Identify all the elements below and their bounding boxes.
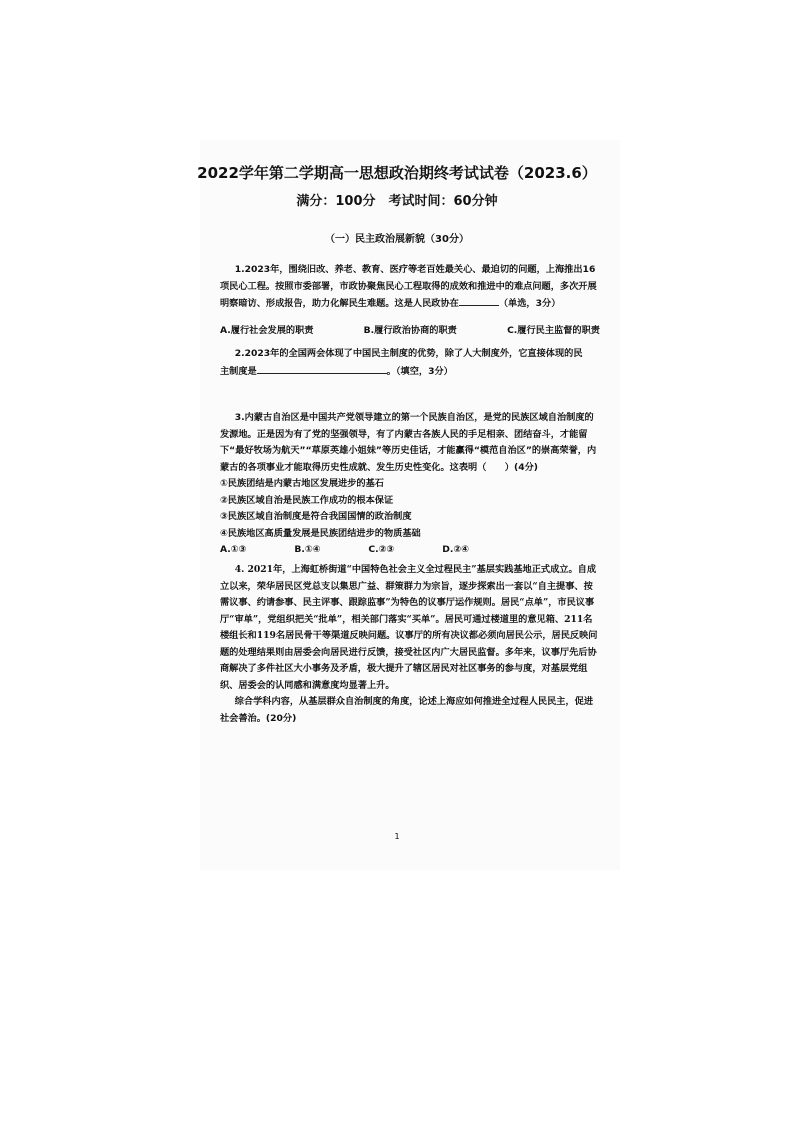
option-d: D.②④	[442, 544, 469, 555]
question-2	[220, 346, 600, 380]
question-2-line2: 主制度是 。（填空，3分）	[220, 363, 600, 381]
question-4-task: 综合学科内容，从基层群众自治制度的角度，论述上海应如何推进全过程人民民主，促进社会善治。(20分)	[220, 696, 594, 724]
question-4-material: 4. 2021年，上海虹桥街道“中国特色社会主义全过程民主”基层实践基地正式成立。自成立以来，荣华居民区党总支以集思广益、群策群力为宗旨，逐步探索出一套以“自主提事、按需议事、约请参事、民主评事、跟踪监事”为特色的议事厅运作规则。居民“点单”，市民议事厅“审单”，党组织把关“批单”，相关部门落实“买单”。居民可通过楼道里的意见箱、211名楼组长和119名居民骨干等渠道反映问题。议事厅的所有决议都必须向居民公示，居民反映问题的处理结果则由居委会向居民进行反馈，接受社区内广大居民监督。多年来，议事厅先后协商解决了多件社区大小事务及矛盾，极大提升了辖区居民对社区事务的参与度，对基层党组织、居委会的认同感和满意度均显著上升。	[220, 564, 598, 691]
section-heading: （一）民主政治展新貌（30分）	[325, 234, 469, 245]
question-3-item-3: ③民族区域自治制度是符合我国国情的政治制度	[220, 511, 412, 522]
question-1-stem: 1.2023年，围绕旧改、养老、教育、医疗等老百姓最关心、最迫切的问题，上海推出16项民心工程。按照市委部署，市政协聚焦民心工程取得的成效和推进中的难点问题，多次开展明察暗访、形成报告，助力化解民生难题。这是人民政协在 （单选，3分）	[220, 264, 597, 309]
option-a: A.履行社会发展的职责	[220, 324, 314, 336]
question-1-blank	[459, 295, 499, 306]
option-b: B.①④	[294, 544, 321, 555]
question-1	[220, 262, 600, 339]
question-2-blank	[257, 363, 387, 374]
page-number: 1	[394, 832, 400, 841]
option-a: A.①③	[220, 544, 247, 555]
question-3-item-2: ②民族区域自治是民族工作成功的根本保证	[220, 494, 394, 506]
question-3-item-1: ①民族团结是内蒙古地区发展进步的基石	[220, 478, 384, 489]
question-3-options	[220, 542, 600, 559]
exam-title: 2022学年第二学期高一思想政治期终考试试卷（2023.6）	[197, 164, 597, 182]
exam-subtitle: 满分：100分 考试时间：60分钟	[296, 194, 498, 209]
question-1-options	[220, 323, 600, 340]
option-c: C.履行民主监督的职责	[507, 324, 600, 336]
question-4	[220, 562, 600, 727]
option-b: B.履行政治协商的职责	[363, 324, 457, 336]
question-2-line1: 2.2023年的全国两会体现了中国民主制度的优势，除了人大制度外，它直接体现的民	[234, 348, 583, 359]
question-3	[220, 410, 600, 559]
question-3-item-4: ④民族地区高质量发展是民族团结进步的物质基础	[220, 527, 421, 539]
question-3-stem: 3.内蒙古自治区是中国共产党领导建立的第一个民族自治区，是党的民族区域自治制度的发源地。正是因为有了党的坚强领导，有了内蒙古各族人民的手足相亲、团结奋斗，才能留下“最好牧场为航天”“草原英雄小姐妹”等历史佳话，才能赢得“模范自治区”的崇高荣誉，内蒙古的各项事业才能取得历史性成就、发生历史性变化。这表明（ ）(4分)	[220, 412, 597, 473]
option-c: C.②③	[368, 544, 395, 555]
